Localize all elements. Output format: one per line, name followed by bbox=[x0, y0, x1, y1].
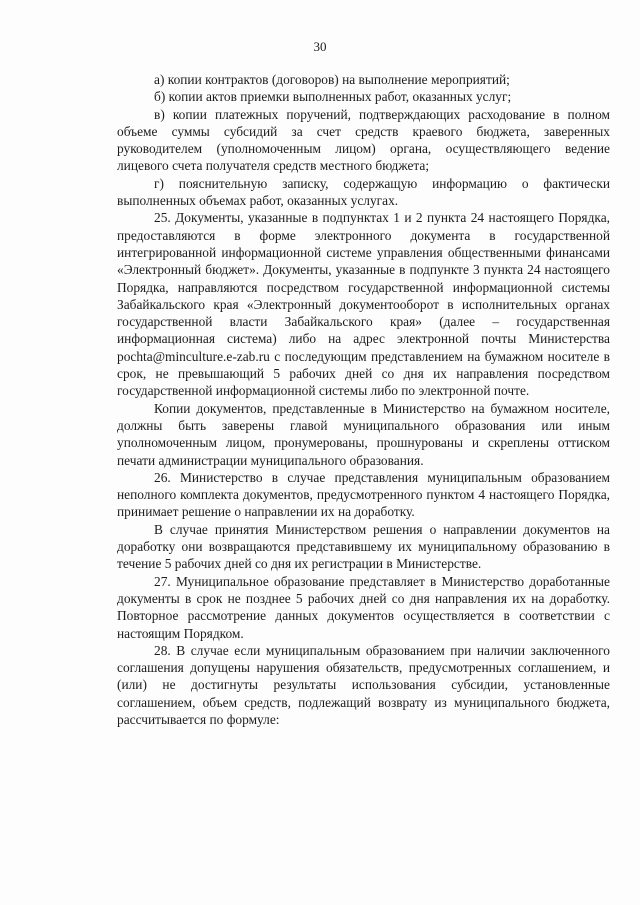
paragraph-copies-documents: Копии документов, представленные в Министерство на бумажном носителе, должны быть заверены главой муниципального образования или иным уполномоченным лицом, пронумерованы, прошнурованы и скреплены оттиском печати администрации муниципального образования. bbox=[117, 400, 610, 468]
paragraph-return-for-revision: В случае принятия Министерством решения о направлении документов на доработку они возвращаются представившему их муниципальному образованию в течение 5 рабочих дней со дня их регистрации в Министерстве. bbox=[117, 521, 610, 572]
paragraph-clause-26: 26. Министерство в случае представления муниципальным образованием неполного комплекта документов, предусмотренного пунктом 4 настоящего Порядка, принимает решение о направлении их на доработку. bbox=[117, 469, 610, 520]
paragraph-item-b: б) копии актов приемки выполненных работ, оказанных услуг; bbox=[154, 89, 512, 105]
paragraph-clause-28: 28. В случае если муниципальным образованием при наличии заключенного соглашения допущены нарушения обязательств, предусмотренных соглашением, и (или) не достигнуты результаты использования субсидии, установленные соглашением, объем средств, подлежащий возврату из муниципального бюджета, рассчитывается по формуле: bbox=[117, 642, 610, 727]
paragraph-clause-27: 27. Муниципальное образование представляет в Министерство доработанные документы в срок не позднее 5 рабочих дней со дня направления их на доработку. Повторное рассмотрение данных документов осуществляется в соответствии с настоящим Порядком. bbox=[117, 573, 610, 641]
paragraph-item-g: г) пояснительную записку, содержащую информацию о фактически выполненных объемах работ, оказанных услугах. bbox=[117, 175, 610, 209]
paragraph-item-v: в) копии платежных поручений, подтверждающих расходование в полном объеме суммы субсидий за счет средств краевого бюджета, заверенных руководителем (уполномоченным лицом) органа, осуществляющего ведение лицевого счета получателя средств местного бюджета; bbox=[117, 106, 610, 174]
paragraph-item-a: а) копии контрактов (договоров) на выполнение мероприятий; bbox=[154, 72, 510, 87]
page-number: 30 bbox=[313, 39, 327, 54]
paragraph-clause-25: 25. Документы, указанные в подпунктах 1 и 2 пункта 24 настоящего Порядка, предоставляются в форме электронного документа в государственной интегрированной информационной системе управления общественными финансами «Электронный бюджет». Документы, указанные в подпункте 3 пункта 24 настоящего Порядка, направляются посредством государственной информационной системы Забайкальского края «Электронный документооборот в исполнительных органах государственной власти Забайкальского края» (далее – государственная информационная система) либо на адрес электронной почты Министерства pochta@minculture.e-zab.ru с последующим представлением на бумажном носителе в срок, не превышающий 5 рабочих дней со дня их направления посредством государственной информационной системы либо по электронной почте. bbox=[117, 210, 610, 399]
document-body bbox=[117, 71, 610, 728]
